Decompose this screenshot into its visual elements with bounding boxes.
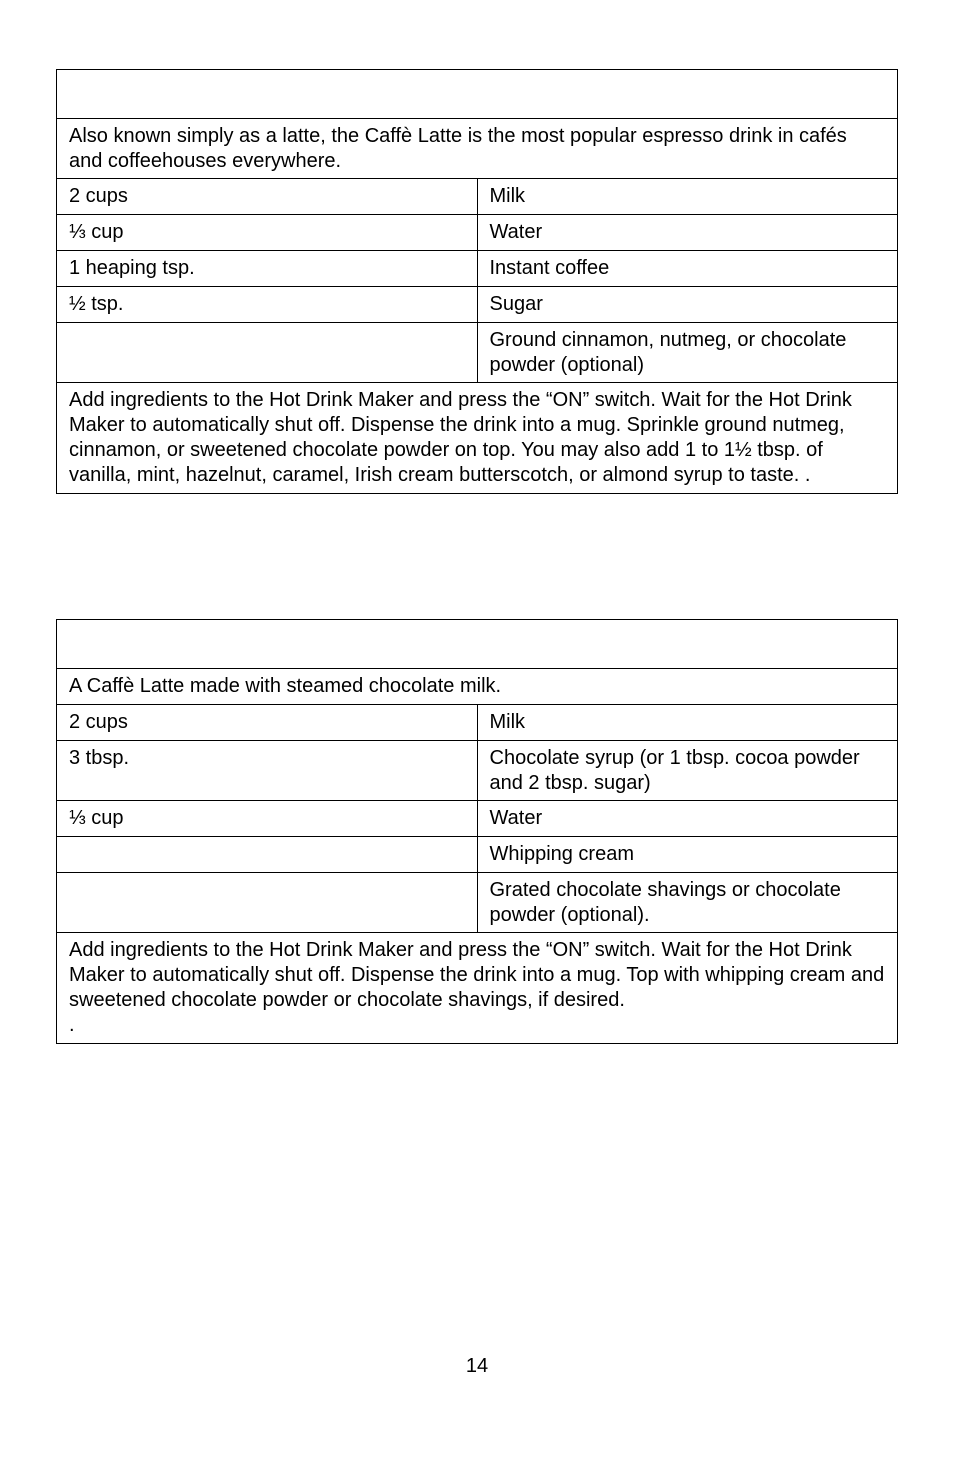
ingredient-amount — [57, 873, 478, 933]
ingredient-amount: 3 tbsp. — [57, 741, 478, 801]
ingredient-row — [57, 801, 898, 837]
ingredient-amount — [57, 323, 478, 383]
ingredient-amount: ½ tsp. — [57, 287, 478, 323]
ingredient-item: Milk — [477, 705, 898, 741]
ingredient-row — [57, 251, 898, 287]
recipe-title — [57, 620, 898, 669]
ingredient-amount: ⅓ cup — [57, 801, 478, 837]
ingredient-row — [57, 705, 898, 741]
ingredient-row — [57, 215, 898, 251]
recipe-table — [56, 69, 898, 494]
recipe-description: A Caffè Latte made with steamed chocolate milk. — [57, 669, 898, 705]
ingredient-item: Chocolate syrup (or 1 tbsp. cocoa powder and 2 tbsp. sugar) — [477, 741, 898, 801]
page-number: 14 — [465, 1355, 489, 1377]
ingredient-item: Milk — [477, 179, 898, 215]
ingredient-item: Whipping cream — [477, 837, 898, 873]
ingredient-row — [57, 287, 898, 323]
ingredient-item: Sugar — [477, 287, 898, 323]
ingredient-item: Ground cinnamon, nutmeg, or chocolate powder (optional) — [477, 323, 898, 383]
ingredient-amount: 2 cups — [57, 705, 478, 741]
ingredient-amount: 1 heaping tsp. — [57, 251, 478, 287]
recipe-instructions: Add ingredients to the Hot Drink Maker and press the “ON” switch. Wait for the Hot Drink Maker to automatically shut off. Dispense the drink into a mug. Top with whipping cream and sweetened chocolate powder or chocolate shavings, if desired. . — [57, 933, 898, 1044]
ingredient-row — [57, 741, 898, 801]
ingredient-row — [57, 837, 898, 873]
ingredient-amount: ⅓ cup — [57, 215, 478, 251]
ingredient-row — [57, 323, 898, 383]
recipe-instructions: Add ingredients to the Hot Drink Maker and press the “ON” switch. Wait for the Hot Drink Maker to automatically shut off. Dispense the drink into a mug. Sprinkle ground nutmeg, cinnamon, or sweetened chocolate powder on top. You may also add 1 to 1½ tbsp. of vanilla, mint, hazelnut, caramel, Irish cream butterscotch, or almond syrup to taste. . — [57, 383, 898, 494]
ingredient-amount: 2 cups — [57, 179, 478, 215]
ingredient-amount — [57, 837, 478, 873]
ingredient-item: Water — [477, 215, 898, 251]
ingredient-item: Instant coffee — [477, 251, 898, 287]
ingredient-row — [57, 873, 898, 933]
recipe-description: Also known simply as a latte, the Caffè Latte is the most popular espresso drink in cafés and coffeehouses everywhere. — [57, 119, 898, 179]
ingredient-row — [57, 179, 898, 215]
recipe-title — [57, 70, 898, 119]
ingredient-item: Grated chocolate shavings or chocolate powder (optional). — [477, 873, 898, 933]
ingredient-item: Water — [477, 801, 898, 837]
recipe-table — [56, 619, 898, 1044]
